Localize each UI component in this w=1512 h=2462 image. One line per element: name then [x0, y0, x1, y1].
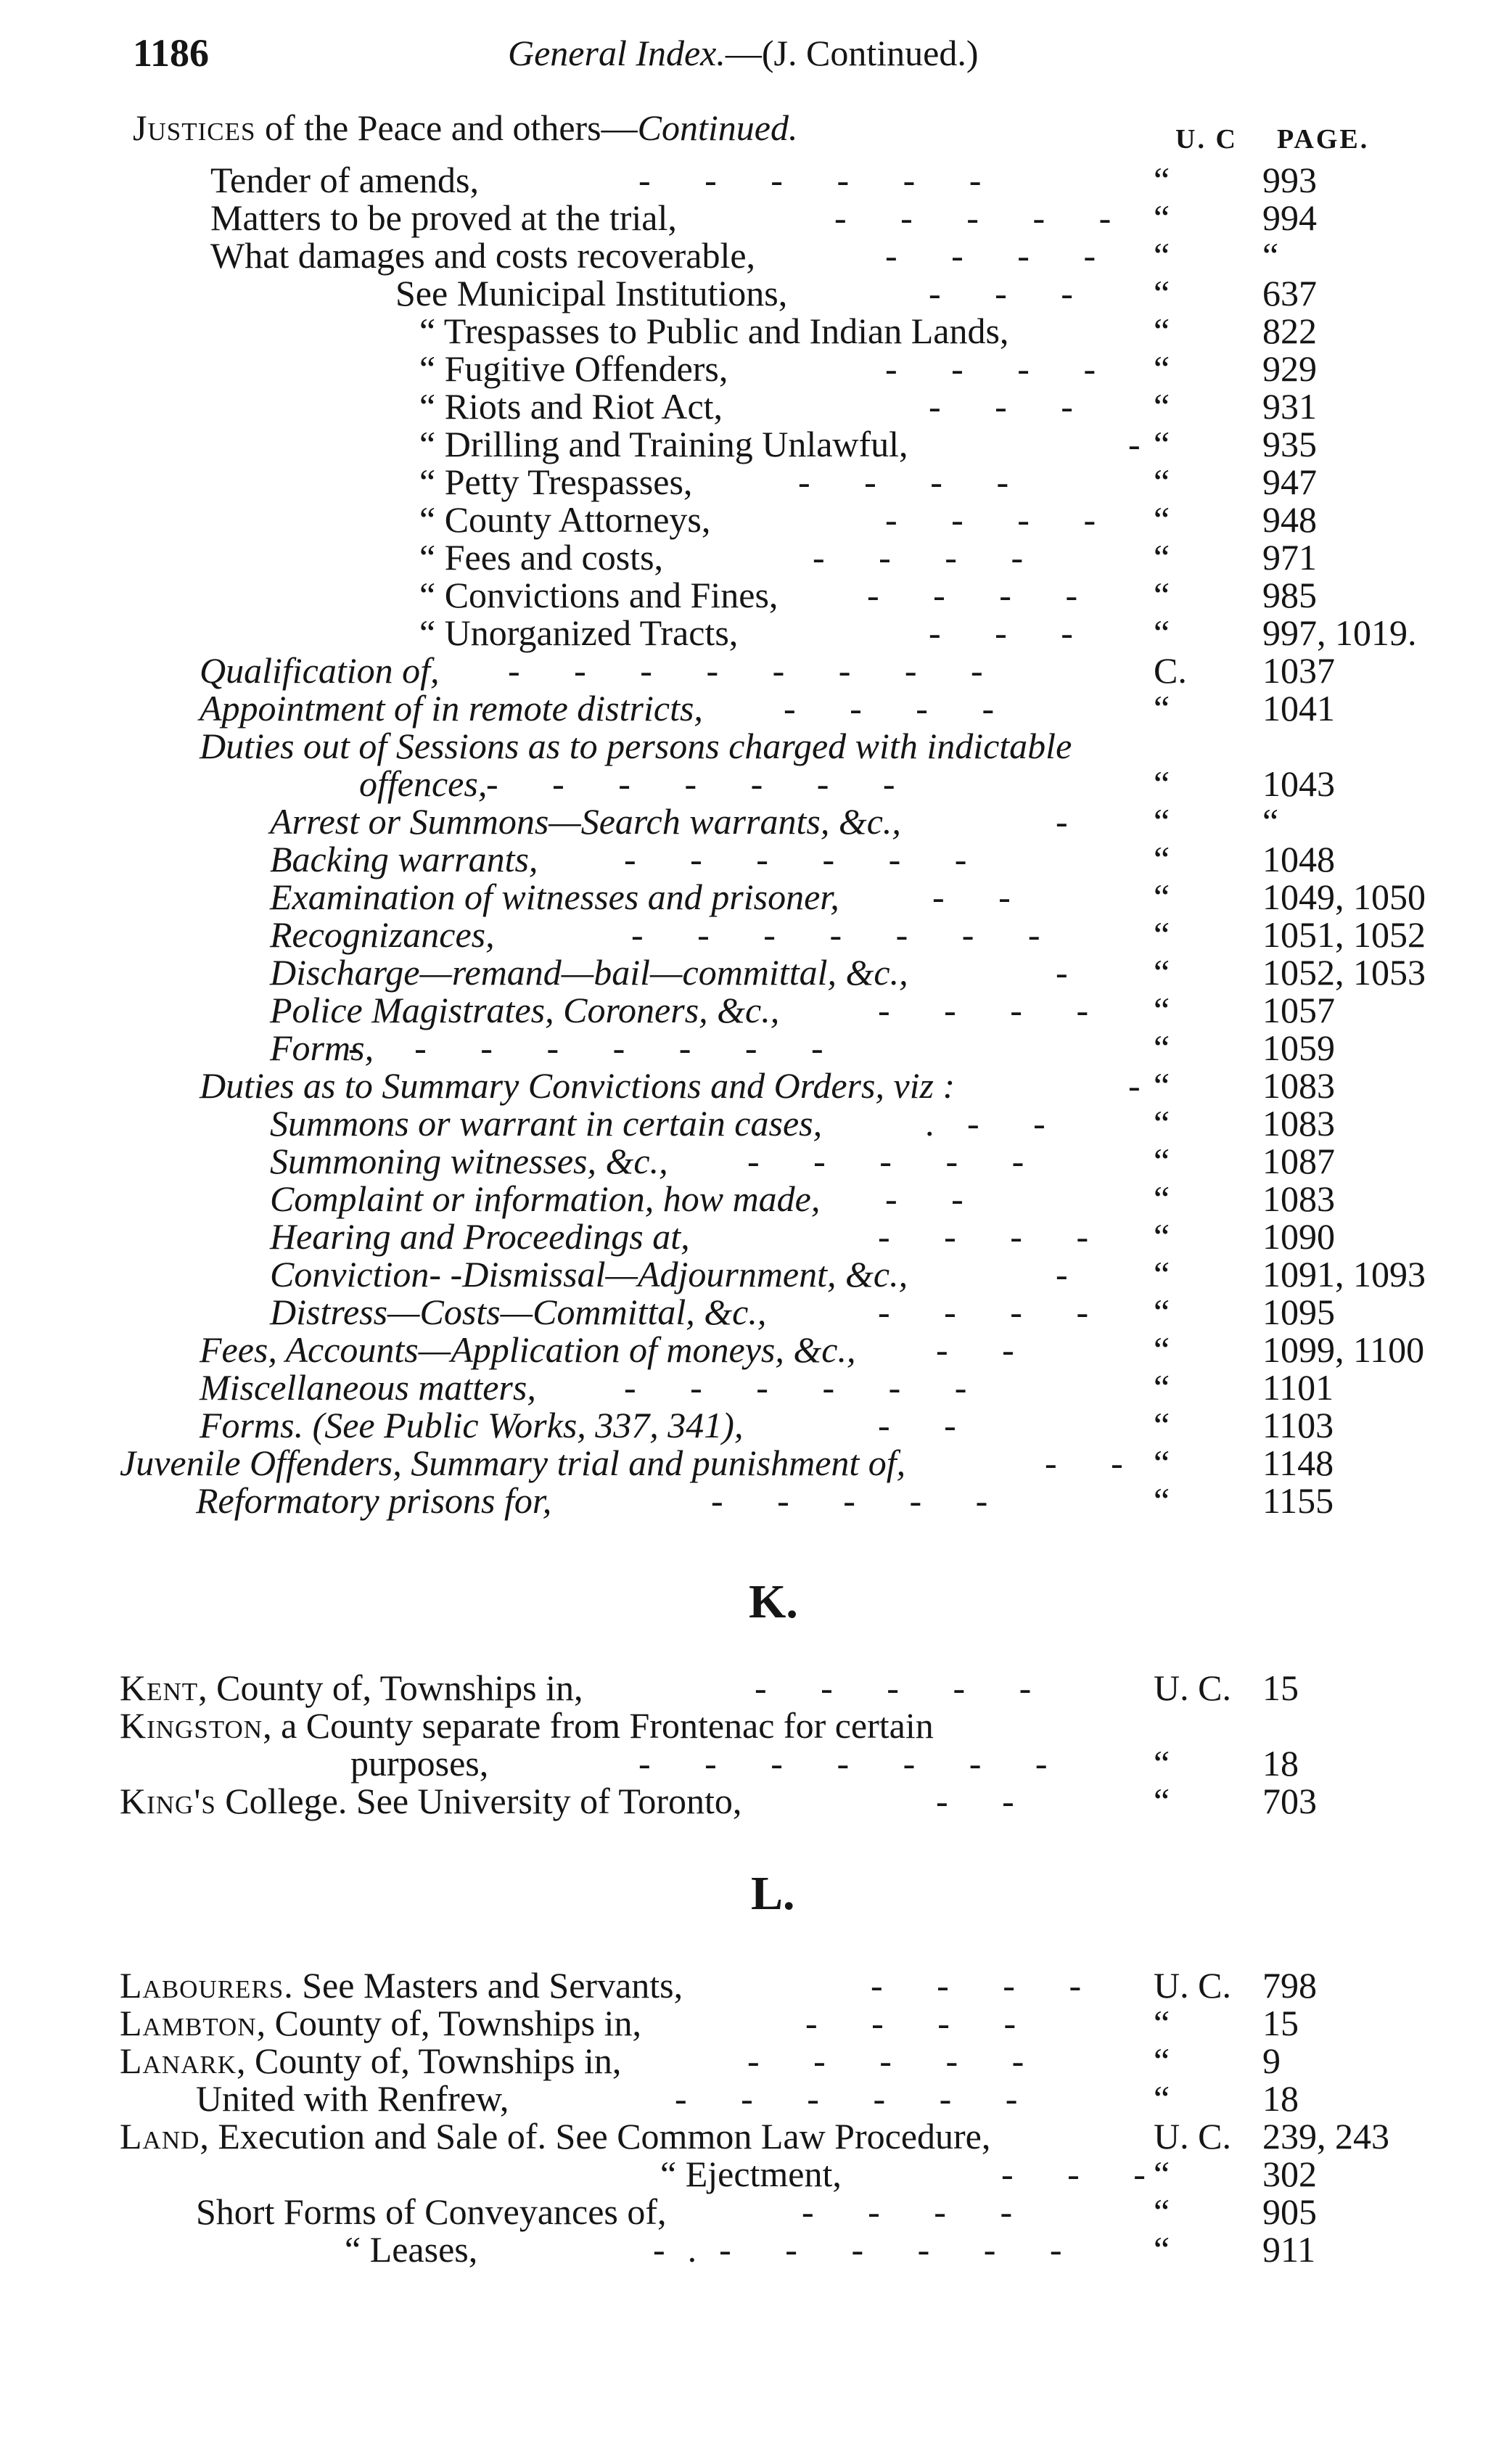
entry-label — [200, 1331, 855, 1369]
index-entry — [0, 1180, 1512, 1218]
entry-text: Duties as to Summary Convictions and Orders, viz : — [200, 1065, 956, 1106]
leader-dashes: - - - — [1001, 2154, 1147, 2194]
leader-dashes: - — [1128, 1065, 1142, 1106]
index-entry — [0, 161, 1512, 199]
leader-dashes: - - - - — [784, 688, 996, 729]
entry-uc-marker: “ — [1154, 2154, 1170, 2194]
entry-page-ref: 985 — [1262, 575, 1317, 615]
index-entry — [0, 803, 1512, 840]
entry-text: Complaint or information, how made, — [270, 1178, 821, 1219]
entry-page-ref: 1057 — [1262, 990, 1335, 1030]
entry-label — [200, 1067, 955, 1104]
entry-page-ref: 637 — [1262, 273, 1317, 313]
leader-dashes: - - - - - - — [638, 160, 983, 200]
entry-text: Summoning witnesses, &c., — [270, 1141, 668, 1181]
entry-label — [660, 2155, 842, 2193]
leader-dashes: - - - - - — [747, 2040, 1026, 2081]
entry-text: , Execution and Sale of. See Common Law Procedure, — [200, 2116, 991, 2157]
entry-text: “ Fugitive Offenders, — [419, 348, 728, 389]
leader-dashes: - - - - — [867, 575, 1080, 615]
entry-heading-word: King's — [120, 1781, 216, 1821]
entry-text: “ Riots and Riot Act, — [419, 386, 723, 427]
entry-uc-marker: “ — [1154, 612, 1170, 653]
entry-page-ref: “ — [1262, 235, 1279, 276]
entry-uc-marker: “ — [1154, 914, 1170, 955]
entry-text: Juvenile Offenders, Summary trial and punishment of, — [120, 1443, 906, 1483]
column-head-uc: U. C — [1175, 124, 1238, 155]
entry-label — [133, 109, 797, 147]
index-entry — [0, 237, 1512, 274]
entry-text: “ County Attorneys, — [419, 499, 711, 540]
entry-page-ref: 1099, 1100 — [1262, 1329, 1425, 1370]
leader-dashes: - - - — [929, 386, 1075, 427]
entry-text: offences, — [359, 763, 488, 804]
entry-label — [270, 1180, 820, 1218]
entry-uc-marker: “ — [1154, 1329, 1170, 1370]
entry-uc-marker: “ — [1154, 424, 1170, 464]
leader-dashes: - - - - — [813, 537, 1025, 578]
index-entry — [0, 538, 1512, 576]
index-entry — [0, 2193, 1512, 2231]
entry-label — [120, 2004, 641, 2042]
leader-dashes: - - - - - — [755, 1667, 1033, 1708]
entry-label — [270, 840, 538, 878]
entry-page-ref: 929 — [1262, 348, 1317, 389]
entry-text: Matters to be proved at the trial, — [210, 197, 677, 238]
entry-text: Hearing and Proceedings at, — [270, 1216, 690, 1257]
leader-dashes: - - — [932, 877, 1012, 917]
entry-uc-marker: “ — [1154, 348, 1170, 389]
entry-label — [120, 2117, 990, 2155]
index-entry — [0, 878, 1512, 916]
entry-text: Examination of witnesses and prisoner, — [270, 877, 839, 917]
leader-dashes: - - - — [929, 273, 1075, 313]
entry-page-ref: 798 — [1262, 1965, 1317, 2006]
entry-label — [419, 463, 692, 501]
entry-text: Arrest or Summons—Search warrants, &c., — [270, 801, 901, 842]
entry-uc-marker: “ — [1154, 1103, 1170, 1144]
entry-text: “ Leases, — [345, 2229, 478, 2270]
leader-dashes: - - - - — [802, 2191, 1014, 2232]
leader-dashes: - - - - — [885, 235, 1098, 276]
entry-text: , a County separate from Frontenac for certain — [263, 1705, 934, 1746]
leader-dashes: - - - - — [871, 1965, 1083, 2006]
leader-dashes: - - — [885, 1178, 965, 1219]
entry-page-ref: 905 — [1262, 2191, 1317, 2232]
entry-label — [270, 953, 908, 991]
entry-label — [419, 501, 710, 538]
entry-text: “ Trespasses to Public and Indian Lands, — [419, 311, 1009, 351]
leader-dashes: - - - — [929, 612, 1075, 653]
section-heading-k: K. — [749, 1575, 798, 1628]
index-entry — [0, 1669, 1512, 1707]
entry-label — [210, 237, 755, 274]
leader-dashes: - - — [878, 1405, 958, 1445]
entry-text: “ Unorganized Tracts, — [419, 612, 739, 653]
entry-page-ref: 971 — [1262, 537, 1317, 578]
entry-label — [419, 312, 1008, 350]
entry-page-ref: 935 — [1262, 424, 1317, 464]
leader-dashes: - - - - — [805, 2003, 1018, 2043]
entry-page-ref: 1052, 1053 — [1262, 952, 1426, 993]
entry-uc-marker: “ — [1154, 273, 1170, 313]
leader-dashes: - - - - — [885, 348, 1098, 389]
index-entry — [0, 1293, 1512, 1331]
entry-page-ref: 1095 — [1262, 1292, 1335, 1332]
entry-page-ref: 1155 — [1262, 1480, 1334, 1521]
entry-label — [196, 2193, 667, 2231]
running-title-rest: —(J. Continued.) — [725, 33, 979, 73]
index-entry — [0, 2042, 1512, 2080]
entry-label — [196, 1482, 551, 1519]
leader-dashes: - - - - — [878, 1216, 1090, 1257]
index-entry — [0, 1444, 1512, 1482]
entry-text: Distress—Costs—Committal, &c., — [270, 1292, 767, 1332]
entry-label — [350, 1744, 488, 1782]
entry-text: Short Forms of Conveyances of, — [196, 2191, 667, 2232]
leader-dashes: - — [1056, 801, 1069, 842]
entry-text: Recognizances, — [270, 914, 495, 955]
leader-dashes: - - - - - - — [624, 1367, 969, 1408]
index-entry — [0, 991, 1512, 1029]
entry-uc-marker: “ — [1154, 1743, 1170, 1784]
entry-uc-marker: “ — [1154, 688, 1170, 729]
entry-label — [270, 916, 495, 953]
entry-label — [419, 387, 723, 425]
entry-label — [270, 878, 839, 916]
entry-text: What damages and costs recoverable, — [210, 235, 756, 276]
entry-text: United with Renfrew, — [196, 2078, 509, 2119]
entry-uc-marker: C. — [1154, 650, 1187, 691]
entry-label — [120, 1444, 905, 1482]
entry-label — [210, 161, 479, 199]
entry-text: Appointment of in remote districts, — [200, 688, 703, 729]
running-title — [508, 28, 978, 78]
entry-page-ref: 18 — [1262, 2078, 1299, 2119]
entry-uc-marker: “ — [1154, 877, 1170, 917]
index-entry — [0, 1104, 1512, 1142]
entry-uc-marker: “ — [1154, 1178, 1170, 1219]
entry-label — [200, 689, 703, 727]
entry-heading-word: Kingston — [120, 1705, 263, 1746]
entry-uc-marker: “ — [1154, 311, 1170, 351]
entry-heading-word: Kent — [120, 1667, 199, 1708]
leader-dashes: - - - - - - - - — [348, 1027, 825, 1068]
leader-dashes: - - - - - - - — [631, 914, 1042, 955]
entry-text: , County of, Townships in, — [198, 1667, 583, 1708]
index-entry — [0, 199, 1512, 237]
leader-dashes: - - - - - — [711, 1480, 990, 1521]
entry-label — [270, 1293, 766, 1331]
entry-label — [270, 803, 901, 840]
entry-text: Conviction- -Dismissal—Adjournment, &c., — [270, 1254, 908, 1294]
entry-page-ref: 822 — [1262, 311, 1317, 351]
index-entry — [0, 1707, 1512, 1744]
entry-page-ref: 18 — [1262, 1743, 1299, 1784]
index-entry — [0, 2117, 1512, 2155]
entry-label — [419, 538, 663, 576]
entry-page-ref: 1059 — [1262, 1027, 1335, 1068]
entry-text: Summons or warrant in certain cases, — [270, 1103, 823, 1144]
entry-page-ref: 911 — [1262, 2229, 1316, 2270]
entry-page-ref: 15 — [1262, 1667, 1299, 1708]
entry-text: Tender of amends, — [210, 160, 479, 200]
index-entry — [0, 2004, 1512, 2042]
entry-uc-marker: “ — [1154, 197, 1170, 238]
entry-uc-marker: “ — [1154, 499, 1170, 540]
entry-label — [120, 1782, 741, 1820]
entry-text: Qualification of, — [200, 650, 440, 691]
leader-dashes: - . - - - - - - — [653, 2229, 1064, 2270]
entry-uc-marker: “ — [1154, 2040, 1170, 2081]
entry-text: “ Petty Trespasses, — [419, 461, 693, 502]
entry-label — [200, 727, 1072, 765]
entry-text: “ Convictions and Fines, — [419, 575, 778, 615]
entry-label — [419, 425, 908, 463]
leader-dashes: - - - - - — [834, 197, 1113, 238]
index-entry — [0, 1966, 1512, 2004]
entry-uc-marker: “ — [1154, 1027, 1170, 1068]
entry-page-ref: 1048 — [1262, 839, 1335, 879]
entry-page-ref: 1087 — [1262, 1141, 1335, 1181]
entry-uc-marker: “ — [1154, 2003, 1170, 2043]
entry-page-ref: 302 — [1262, 2154, 1317, 2194]
leader-dashes: - - - - — [878, 990, 1090, 1030]
entry-text: Forms. (See Public Works, 337, 341), — [200, 1405, 744, 1445]
entry-uc-marker: “ — [1154, 537, 1170, 578]
running-title-italic: General Index. — [508, 33, 726, 73]
entry-label — [270, 1104, 822, 1142]
entry-heading-word: Labourers — [120, 1965, 284, 2006]
entry-uc-marker: “ — [1154, 1480, 1170, 1521]
entry-page-ref: 1051, 1052 — [1262, 914, 1426, 955]
entry-uc-marker: “ — [1154, 2229, 1170, 2270]
index-entry — [0, 463, 1512, 501]
entry-uc-marker: “ — [1154, 1254, 1170, 1294]
entry-page-ref: 239, 243 — [1262, 2116, 1389, 2157]
page-number: 1186 — [133, 31, 210, 75]
entry-label — [200, 1369, 536, 1406]
entry-label — [120, 1669, 583, 1707]
index-entry — [0, 1218, 1512, 1255]
entry-text: purposes, — [350, 1743, 489, 1784]
entry-label — [419, 350, 728, 387]
leader-dashes: - - - - - - — [675, 2078, 1019, 2119]
leader-dashes: - — [1128, 424, 1142, 464]
index-entry — [0, 274, 1512, 312]
entry-text: Duties out of Sessions as to persons charged with indictable — [200, 726, 1072, 766]
entry-label — [210, 199, 677, 237]
index-entry — [0, 953, 1512, 991]
index-entry — [0, 1369, 1512, 1406]
entry-text: Forms, — [270, 1027, 374, 1068]
entry-text: , County of, Townships in, — [256, 2003, 641, 2043]
entry-text: See Municipal Institutions, — [395, 273, 788, 313]
index-entry — [0, 1029, 1512, 1067]
index-entry — [0, 387, 1512, 425]
entry-heading-word: Lambton — [120, 2003, 257, 2043]
index-entry — [0, 689, 1512, 727]
entry-label — [120, 2042, 621, 2080]
leader-dashes: . - - — [925, 1103, 1047, 1144]
entry-uc-marker: “ — [1154, 386, 1170, 427]
entry-page-ref: 993 — [1262, 160, 1317, 200]
entry-page-ref: 1103 — [1262, 1405, 1334, 1445]
index-entry — [0, 576, 1512, 614]
entry-label — [345, 2231, 477, 2268]
entry-text: Miscellaneous matters, — [200, 1367, 536, 1408]
entry-text: “ Ejectment, — [660, 2154, 842, 2194]
entry-label — [270, 1255, 908, 1293]
entry-page-ref: 931 — [1262, 386, 1317, 427]
entry-page-ref: 1037 — [1262, 650, 1335, 691]
entry-text: . See Masters and Servants, — [284, 1965, 683, 2006]
entry-uc-marker: “ — [1154, 461, 1170, 502]
entry-uc-marker: “ — [1154, 952, 1170, 993]
column-head-page: PAGE. — [1277, 124, 1370, 155]
entry-text: Police Magistrates, Coroners, &c., — [270, 990, 780, 1030]
entry-heading-word: Land — [120, 2116, 200, 2157]
leader-dashes: - - - - — [798, 461, 1011, 502]
entry-uc-marker: “ — [1154, 763, 1170, 804]
entry-label — [270, 991, 779, 1029]
entry-text: “ Fees and costs, — [419, 537, 664, 578]
index-entry — [0, 312, 1512, 350]
index-entry — [0, 109, 1512, 147]
section-heading-l: L. — [751, 1867, 795, 1920]
entry-uc-marker: “ — [1154, 235, 1170, 276]
entry-page-ref: 1083 — [1262, 1065, 1335, 1106]
entry-uc-marker: “ — [1154, 990, 1170, 1030]
index-entry — [0, 1744, 1512, 1782]
entry-uc-marker: “ — [1154, 1292, 1170, 1332]
entry-heading-word: Lanark — [120, 2040, 237, 2081]
entry-heading-word: Justices — [133, 107, 256, 148]
entry-page-ref: 1090 — [1262, 1216, 1335, 1257]
entry-uc-marker: U. C. — [1154, 2116, 1231, 2157]
entry-uc-marker: “ — [1154, 1443, 1170, 1483]
entry-page-ref: 1043 — [1262, 763, 1335, 804]
entry-page-ref: 994 — [1262, 197, 1317, 238]
leader-dashes: - - — [1045, 1443, 1125, 1483]
leader-dashes: - - - - - - - - — [508, 650, 985, 691]
index-entry — [0, 2080, 1512, 2117]
leader-dashes: - - — [936, 1781, 1016, 1821]
entry-label — [395, 274, 787, 312]
index-entry — [0, 840, 1512, 878]
index-entry — [0, 1331, 1512, 1369]
entry-uc-marker: “ — [1154, 1405, 1170, 1445]
entry-page-ref: 15 — [1262, 2003, 1299, 2043]
entry-text: , County of, Townships in, — [237, 2040, 622, 2081]
leader-dashes: - - - - — [878, 1292, 1090, 1332]
entry-text: Reformatory prisons for, — [196, 1480, 552, 1521]
leader-dashes: - - - - - - - — [638, 1743, 1049, 1784]
entry-page-ref: 1101 — [1262, 1367, 1334, 1408]
entry-uc-marker: U. C. — [1154, 1965, 1231, 2006]
index-entry — [0, 727, 1512, 765]
entry-text: of the Peace and others— — [255, 107, 638, 148]
entry-page-ref: 997, 1019. — [1262, 612, 1417, 653]
entry-uc-marker: “ — [1154, 1065, 1170, 1106]
leader-dashes: - - - - - - - — [486, 763, 897, 804]
entry-text: College. See University of Toronto, — [215, 1781, 742, 1821]
entry-label — [270, 1142, 668, 1180]
index-entry — [0, 2231, 1512, 2268]
entry-uc-marker: “ — [1154, 160, 1170, 200]
leader-dashes: - - - - - - — [624, 839, 969, 879]
index-entry — [0, 1482, 1512, 1519]
index-entry — [0, 1067, 1512, 1104]
entry-uc-marker: “ — [1154, 2191, 1170, 2232]
entry-label — [200, 1406, 743, 1444]
entry-page-ref: 1091, 1093 — [1262, 1254, 1426, 1294]
entry-page-ref: 1041 — [1262, 688, 1335, 729]
entry-page-ref: 1049, 1050 — [1262, 877, 1426, 917]
leader-dashes: - - — [936, 1329, 1016, 1370]
entry-uc-marker: “ — [1154, 839, 1170, 879]
index-entry — [0, 1142, 1512, 1180]
entry-label — [270, 1218, 690, 1255]
index-entry — [0, 2155, 1512, 2193]
entry-label — [120, 1966, 683, 2004]
entry-page-ref: 703 — [1262, 1781, 1317, 1821]
entry-page-ref: “ — [1262, 801, 1279, 842]
leader-dashes: - — [1056, 952, 1069, 993]
entry-uc-marker: “ — [1154, 1367, 1170, 1408]
entry-uc-marker: “ — [1154, 1216, 1170, 1257]
entry-uc-marker: “ — [1154, 801, 1170, 842]
leader-dashes: - - - - — [885, 499, 1098, 540]
entry-page-ref: 948 — [1262, 499, 1317, 540]
entry-text: Fees, Accounts—Application of moneys, &c., — [200, 1329, 856, 1370]
index-entry — [0, 501, 1512, 538]
index-entry — [0, 652, 1512, 689]
entry-label — [120, 1707, 934, 1744]
entry-page-ref: 1083 — [1262, 1178, 1335, 1219]
entry-text: Discharge—remand—bail—committal, &c., — [270, 952, 908, 993]
index-entry — [0, 350, 1512, 387]
entry-page-ref: 1148 — [1262, 1443, 1334, 1483]
entry-page-ref: 947 — [1262, 461, 1317, 502]
entry-uc-marker: “ — [1154, 2078, 1170, 2119]
entry-text: “ Drilling and Training Unlawful, — [419, 424, 908, 464]
entry-label — [419, 576, 778, 614]
index-entry — [0, 1255, 1512, 1293]
entry-uc-marker: “ — [1154, 575, 1170, 615]
index-entry — [0, 614, 1512, 652]
leader-dashes: - - - - - — [747, 1141, 1026, 1181]
entry-uc-marker: “ — [1154, 1141, 1170, 1181]
entry-label — [200, 652, 440, 689]
index-entry — [0, 1782, 1512, 1820]
entry-page-ref: 9 — [1262, 2040, 1281, 2081]
entry-label — [419, 614, 738, 652]
index-entry — [0, 916, 1512, 953]
entry-uc-marker: U. C. — [1154, 1667, 1231, 1708]
entry-italic-text: Continued. — [637, 107, 798, 148]
entry-label — [196, 2080, 509, 2117]
entry-text: Backing warrants, — [270, 839, 538, 879]
entry-page-ref: 1083 — [1262, 1103, 1335, 1144]
index-entry — [0, 765, 1512, 803]
leader-dashes: - — [1056, 1254, 1069, 1294]
index-entry — [0, 425, 1512, 463]
entry-uc-marker: “ — [1154, 1781, 1170, 1821]
entry-label — [359, 765, 487, 803]
index-entry — [0, 1406, 1512, 1444]
